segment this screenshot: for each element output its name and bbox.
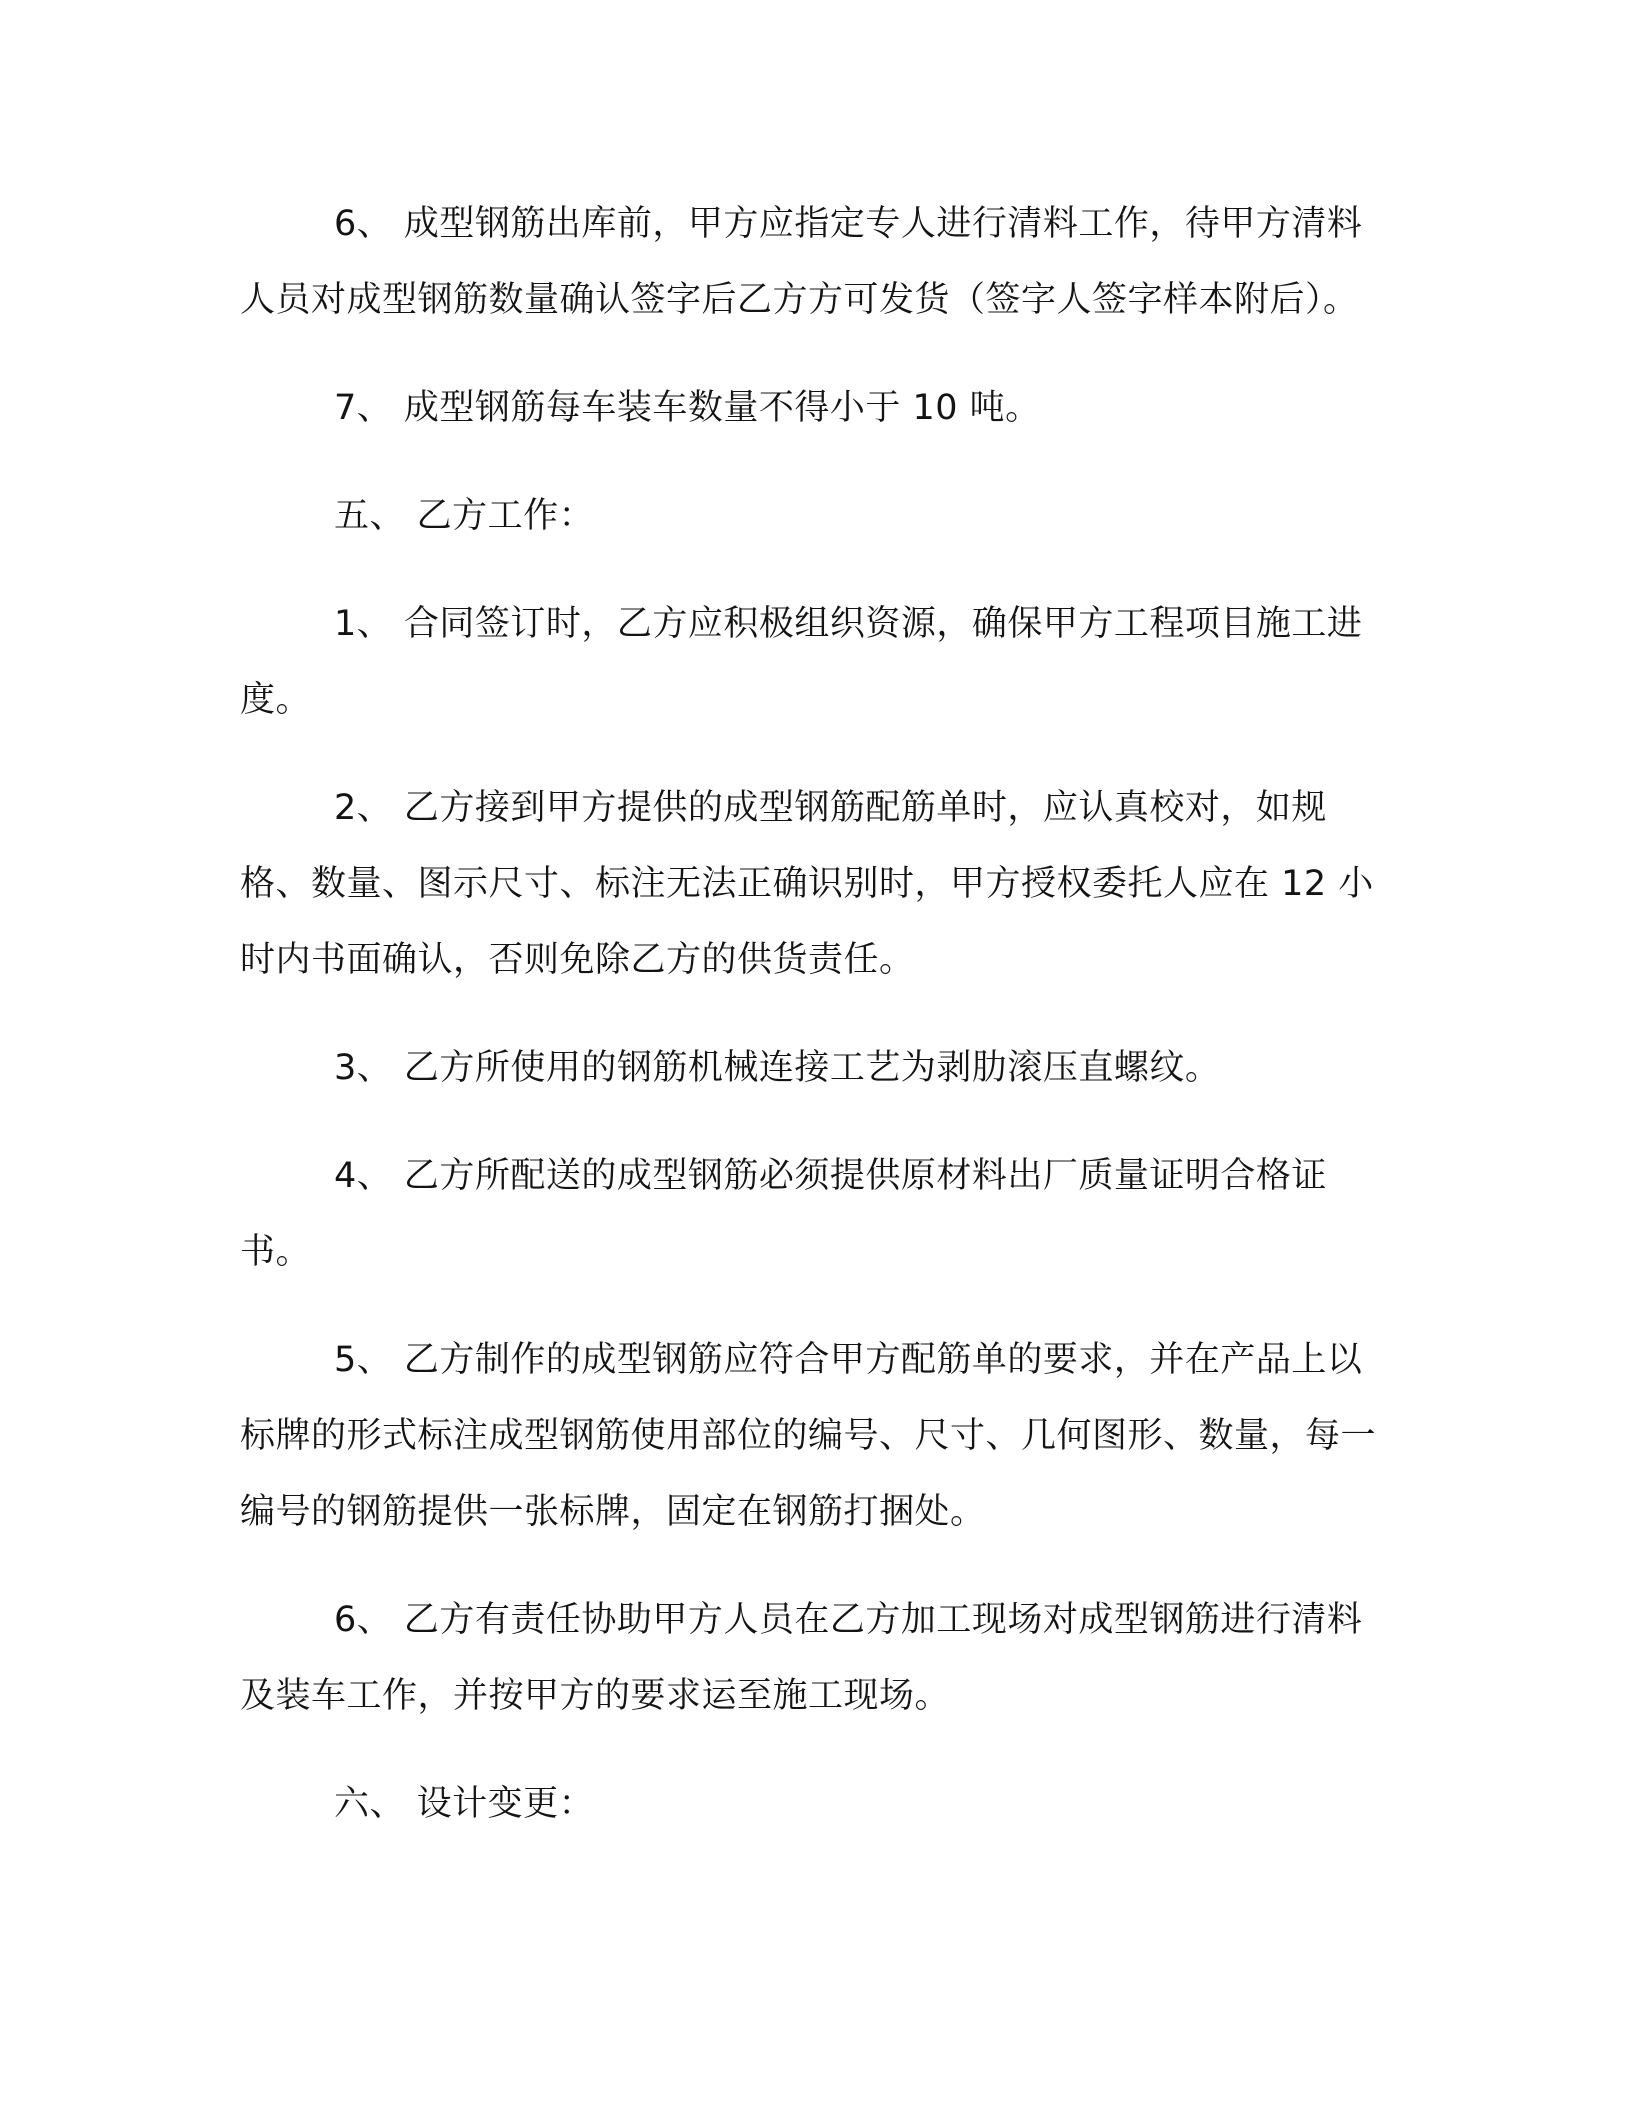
paragraph-item-b3: 3、 乙方所使用的钢筋机械连接工艺为剥肋滚压直螺纹。 bbox=[334, 1048, 1221, 1088]
section-heading-5: 五、 乙方工作： bbox=[334, 496, 595, 536]
paragraph-item-b1: 1、 合同签订时，乙方应积极组织资源，确保甲方工程项目施工进度。 bbox=[240, 604, 1363, 720]
paragraph-item-a6: 6、 成型钢筋出库前，甲方应指定专人进行清料工作，待甲方清料人员对成型钢筋数量确认签字后乙方方可发货（签字人签字样本附后）。 bbox=[240, 204, 1363, 320]
paragraph-item-b4: 4、 乙方所配送的成型钢筋必须提供原材料出厂质量证明合格证书。 bbox=[240, 1156, 1327, 1272]
paragraph-item-b6: 6、 乙方有责任协助甲方人员在乙方加工现场对成型钢筋进行清料及装车工作，并按甲方的要求运至施工现场。 bbox=[240, 1600, 1363, 1716]
paragraph-item-a7: 7、 成型钢筋每车装车数量不得小于 10 吨。 bbox=[334, 388, 1041, 428]
paragraph-item-b5: 5、 乙方制作的成型钢筋应符合甲方配筋单的要求，并在产品上以标牌的形式标注成型钢筋使用部位的编号、尺寸、几何图形、数量，每一编号的钢筋提供一张标牌，固定在钢筋打捆处。 bbox=[240, 1340, 1377, 1532]
paragraph-item-b2: 2、 乙方接到甲方提供的成型钢筋配筋单时，应认真校对，如规格、数量、图示尺寸、标注无法正确识别时，甲方授权委托人应在 12 小时内书面确认，否则免除乙方的供货责任。 bbox=[240, 788, 1374, 980]
section-heading-6: 六、 设计变更： bbox=[334, 1784, 595, 1824]
document-body bbox=[240, 186, 1376, 1842]
